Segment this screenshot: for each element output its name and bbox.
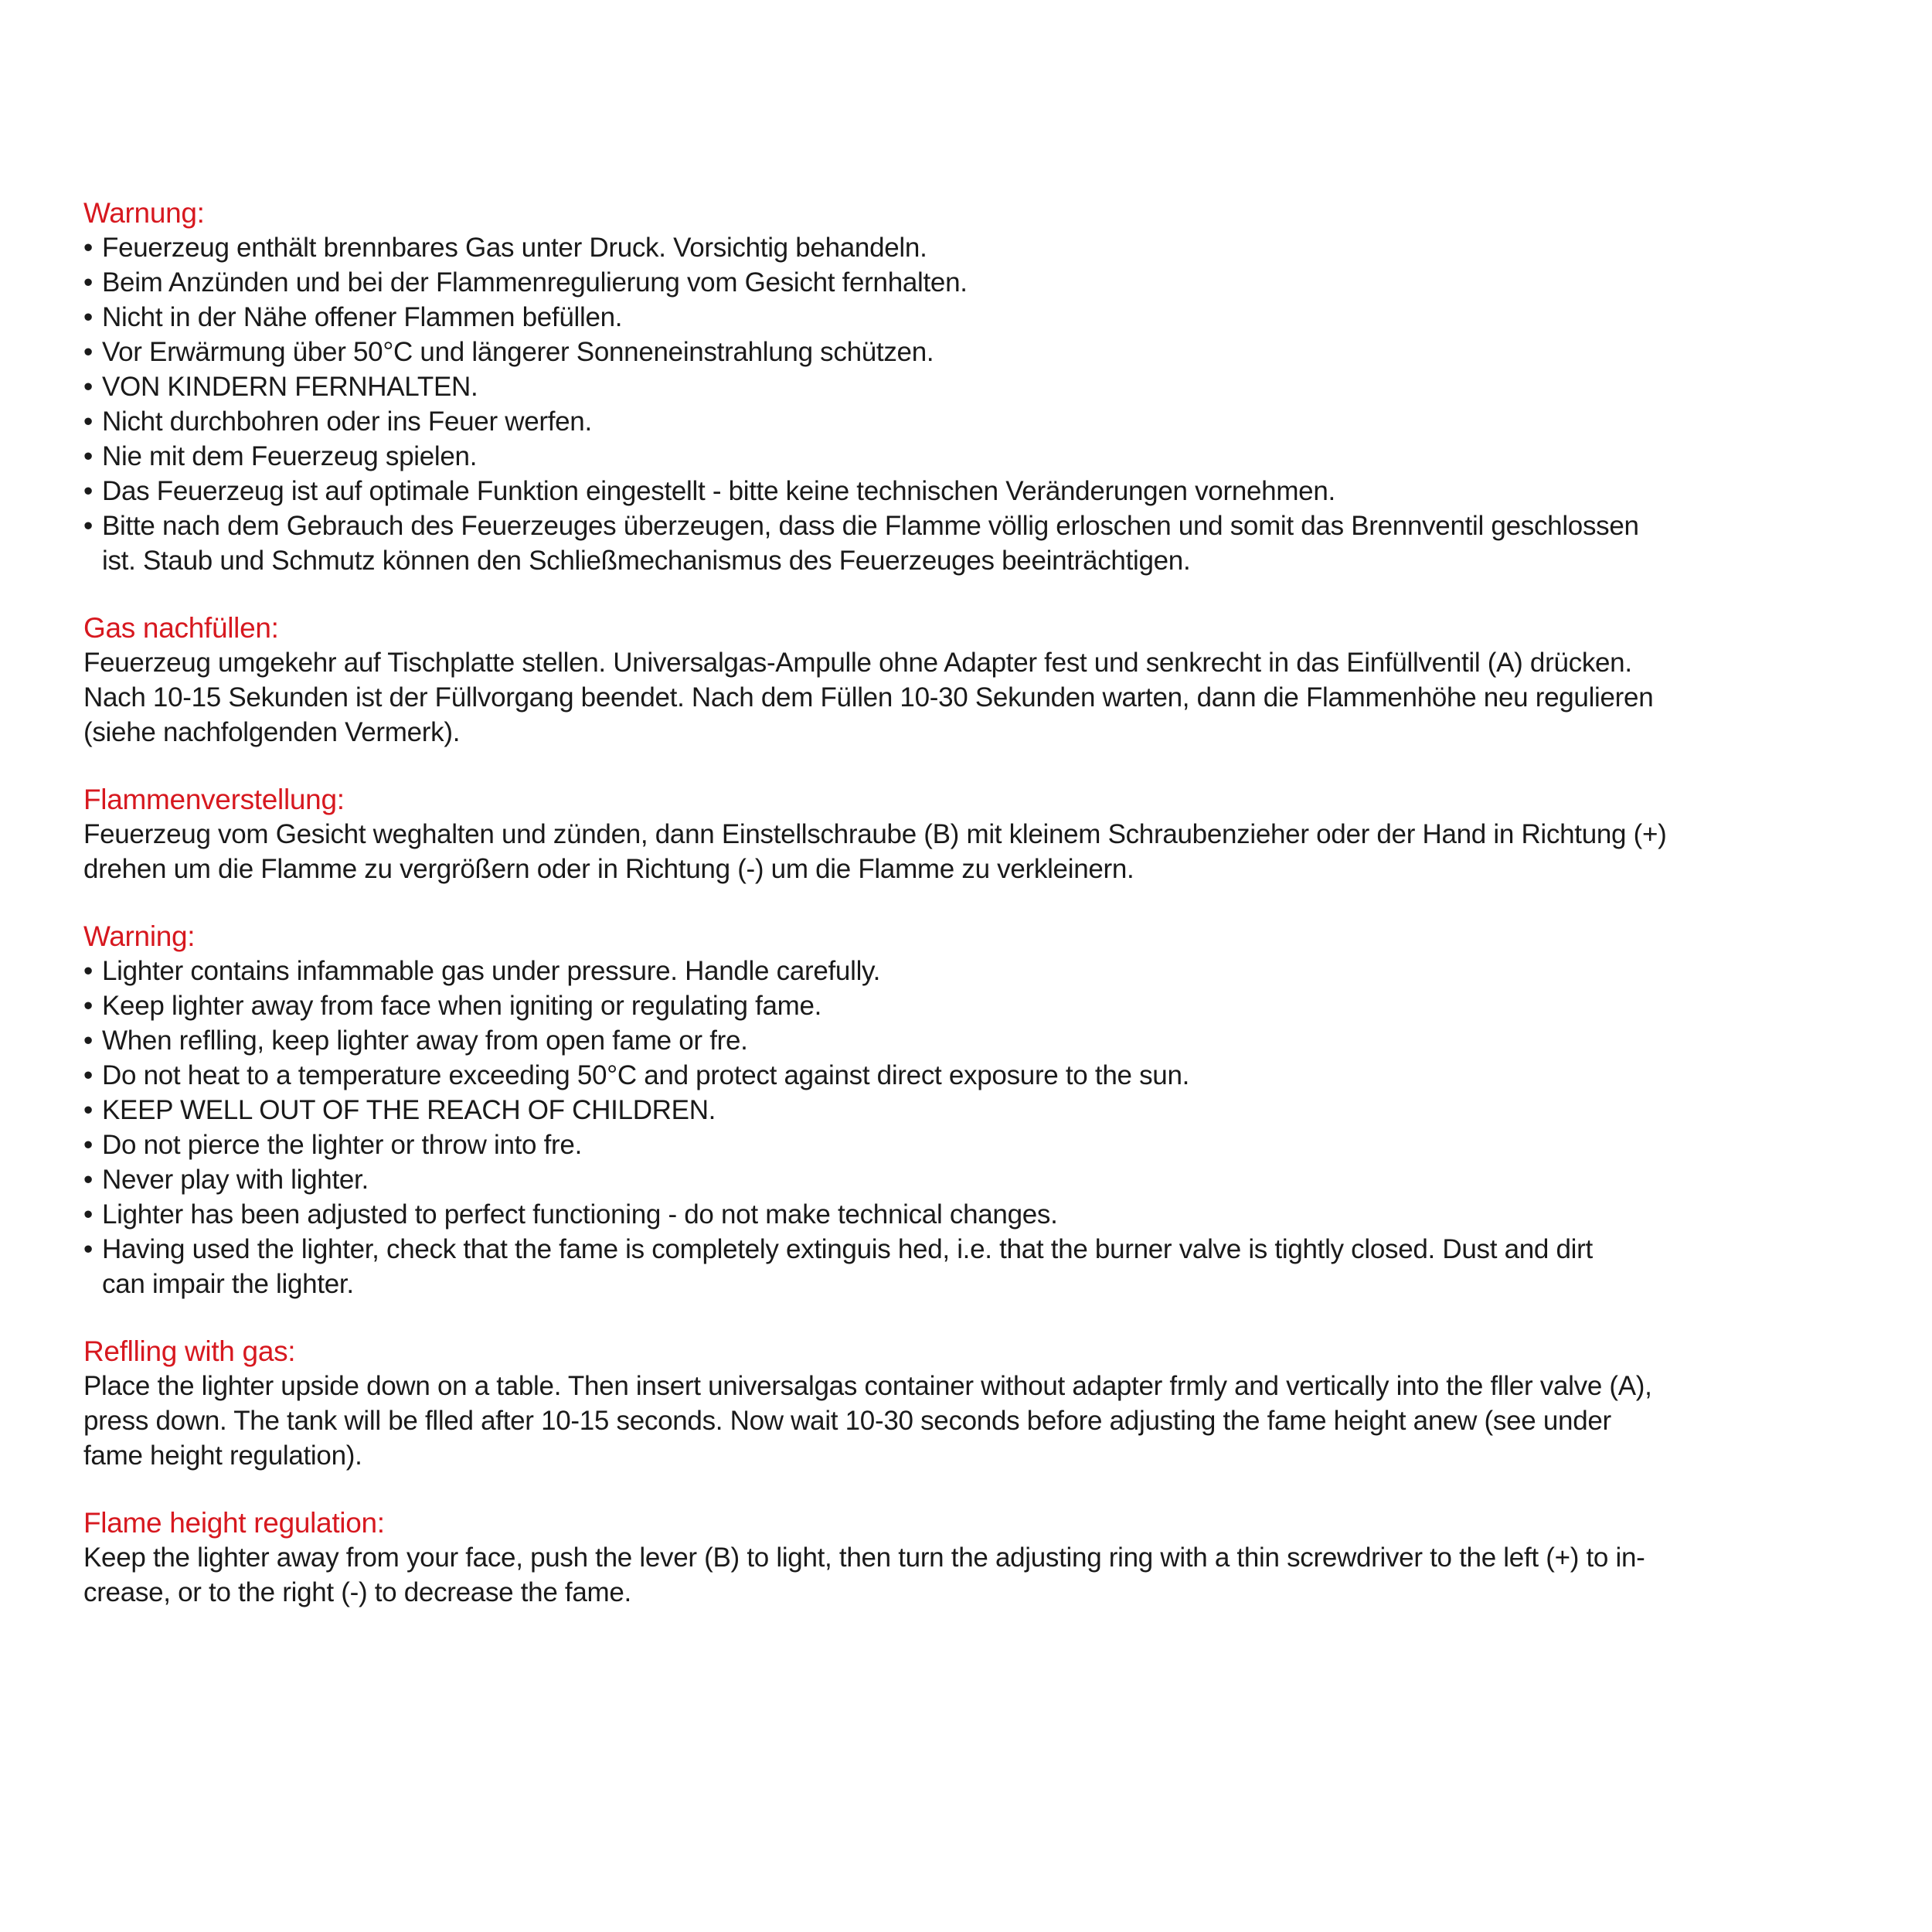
paragraph-line: Feuerzeug vom Gesicht weghalten und zünden, dann Einstellschraube (B) mit kleinem Schraubenzieher oder der Hand in Richtung (+)	[83, 819, 1667, 849]
section-4	[83, 1334, 1886, 1473]
bullet-line	[83, 404, 1886, 439]
bullet-line	[83, 474, 1886, 509]
bullet-marker-icon: •	[83, 1130, 93, 1160]
paragraph-line: press down. The tank will be flled after 10-15 seconds. Now wait 10-30 seconds before adjusting the fame height anew (see under	[83, 1406, 1611, 1436]
section-heading: Flame height regulation:	[83, 1507, 385, 1539]
instruction-page	[83, 196, 1886, 1610]
bullet-text: Having used the lighter, check that the fame is completely extinguis hed, i.e. that the burner valve is tightly closed. Dust and dirt	[102, 1234, 1593, 1264]
section-heading: Warning:	[83, 920, 196, 952]
bullet-text: Das Feuerzeug ist auf optimale Funktion eingestellt - bitte keine technischen Veränderungen vornehmen.	[102, 476, 1335, 506]
bullet-marker-icon: •	[83, 1060, 93, 1090]
section-heading: Reflling with gas:	[83, 1335, 296, 1367]
paragraph-line: (siehe nachfolgenden Vermerk).	[83, 717, 461, 747]
bullet-line	[83, 265, 1886, 300]
paragraph-line: Place the lighter upside down on a table. Then insert universalgas container without adapter frmly and vertically into the fller valve (A),	[83, 1371, 1652, 1401]
bullet-line	[83, 1058, 1886, 1093]
section-heading: Flammenverstellung:	[83, 784, 345, 815]
bullet-line	[83, 1232, 1886, 1267]
section-3	[83, 919, 1886, 1301]
bullet-text: KEEP WELL OUT OF THE REACH OF CHILDREN.	[102, 1095, 716, 1125]
bullet-text: VON KINDERN FERNHALTEN.	[102, 372, 478, 402]
bullet-line	[83, 1093, 1886, 1128]
bullet-text: Feuerzeug enthält brennbares Gas unter Druck. Vorsichtig behandeln.	[102, 233, 927, 263]
paragraph-line: drehen um die Flamme zu vergrößern oder in Richtung (-) um die Flamme zu verkleinern.	[83, 854, 1134, 884]
bullet-marker-icon: •	[83, 267, 93, 298]
bullet-text: Beim Anzünden und bei der Flammenregulierung vom Gesicht fernhalten.	[102, 267, 968, 298]
bullet-text: Bitte nach dem Gebrauch des Feuerzeuges überzeugen, dass die Flamme völlig erloschen und somit das Brennventil geschlossen	[102, 511, 1639, 541]
bullet-marker-icon: •	[83, 1234, 93, 1264]
bullet-marker-icon: •	[83, 406, 93, 437]
bullet-marker-icon: •	[83, 1199, 93, 1230]
bullet-text: Lighter contains infammable gas under pressure. Handle carefully.	[102, 956, 881, 986]
bullet-line	[83, 300, 1886, 335]
bullet-line	[83, 369, 1886, 404]
bullet-text: Do not pierce the lighter or throw into fre.	[102, 1130, 583, 1160]
bullet-marker-icon: •	[83, 233, 93, 263]
bullet-text: Nie mit dem Feuerzeug spielen.	[102, 441, 478, 471]
bullet-marker-icon: •	[83, 991, 93, 1021]
bullet-text: Nicht durchbohren oder ins Feuer werfen.	[102, 406, 592, 437]
bullet-marker-icon: •	[83, 372, 93, 402]
bullet-text: Nicht in der Nähe offener Flammen befüllen.	[102, 302, 623, 332]
bullet-marker-icon: •	[83, 1026, 93, 1056]
bullet-marker-icon: •	[83, 1095, 93, 1125]
bullet-line	[83, 509, 1886, 543]
bullet-line	[83, 230, 1886, 265]
paragraph-line: Nach 10-15 Sekunden ist der Füllvorgang beendet. Nach dem Füllen 10-30 Sekunden warten, dann die Flammenhöhe neu regulieren	[83, 682, 1654, 713]
bullet-continuation-line: ist. Staub und Schmutz können den Schließmechanismus des Feuerzeuges beeinträchtigen.	[102, 546, 1191, 576]
bullet-marker-icon: •	[83, 476, 93, 506]
paragraph-line: Feuerzeug umgekehr auf Tischplatte stellen. Universalgas-Ampulle ohne Adapter fest und senkrecht in das Einfüllventil (A) drücken.	[83, 648, 1632, 678]
bullet-marker-icon: •	[83, 511, 93, 541]
bullet-line	[83, 1128, 1886, 1162]
bullet-marker-icon: •	[83, 302, 93, 332]
bullet-line	[83, 1023, 1886, 1058]
bullet-marker-icon: •	[83, 441, 93, 471]
section-1	[83, 611, 1886, 750]
section-heading: Warnung:	[83, 197, 205, 229]
bullet-text: Vor Erwärmung über 50°C und längerer Sonneneinstrahlung schützen.	[102, 337, 934, 367]
bullet-marker-icon: •	[83, 1165, 93, 1195]
bullet-text: When reflling, keep lighter away from open fame or fre.	[102, 1026, 748, 1056]
bullet-text: Lighter has been adjusted to perfect functioning - do not make technical changes.	[102, 1199, 1058, 1230]
section-2	[83, 782, 1886, 886]
section-5	[83, 1505, 1886, 1610]
paragraph-line: Keep the lighter away from your face, push the lever (B) to light, then turn the adjusting ring with a thin screwdriver to the left (+) to in-	[83, 1543, 1645, 1573]
bullet-line	[83, 954, 1886, 988]
section-0	[83, 196, 1886, 578]
bullet-continuation-line: can impair the lighter.	[102, 1269, 354, 1299]
bullet-text: Never play with lighter.	[102, 1165, 369, 1195]
bullet-text: Do not heat to a temperature exceeding 50°C and protect against direct exposure to the sun.	[102, 1060, 1190, 1090]
paragraph-line: crease, or to the right (-) to decrease the fame.	[83, 1577, 631, 1607]
bullet-line	[83, 1197, 1886, 1232]
paragraph-line: fame height regulation).	[83, 1440, 362, 1471]
bullet-line	[83, 439, 1886, 474]
bullet-line	[83, 335, 1886, 369]
bullet-line	[83, 1162, 1886, 1197]
bullet-marker-icon: •	[83, 956, 93, 986]
bullet-line	[83, 988, 1886, 1023]
bullet-text: Keep lighter away from face when igniting or regulating fame.	[102, 991, 822, 1021]
bullet-marker-icon: •	[83, 337, 93, 367]
section-heading: Gas nachfüllen:	[83, 612, 279, 644]
